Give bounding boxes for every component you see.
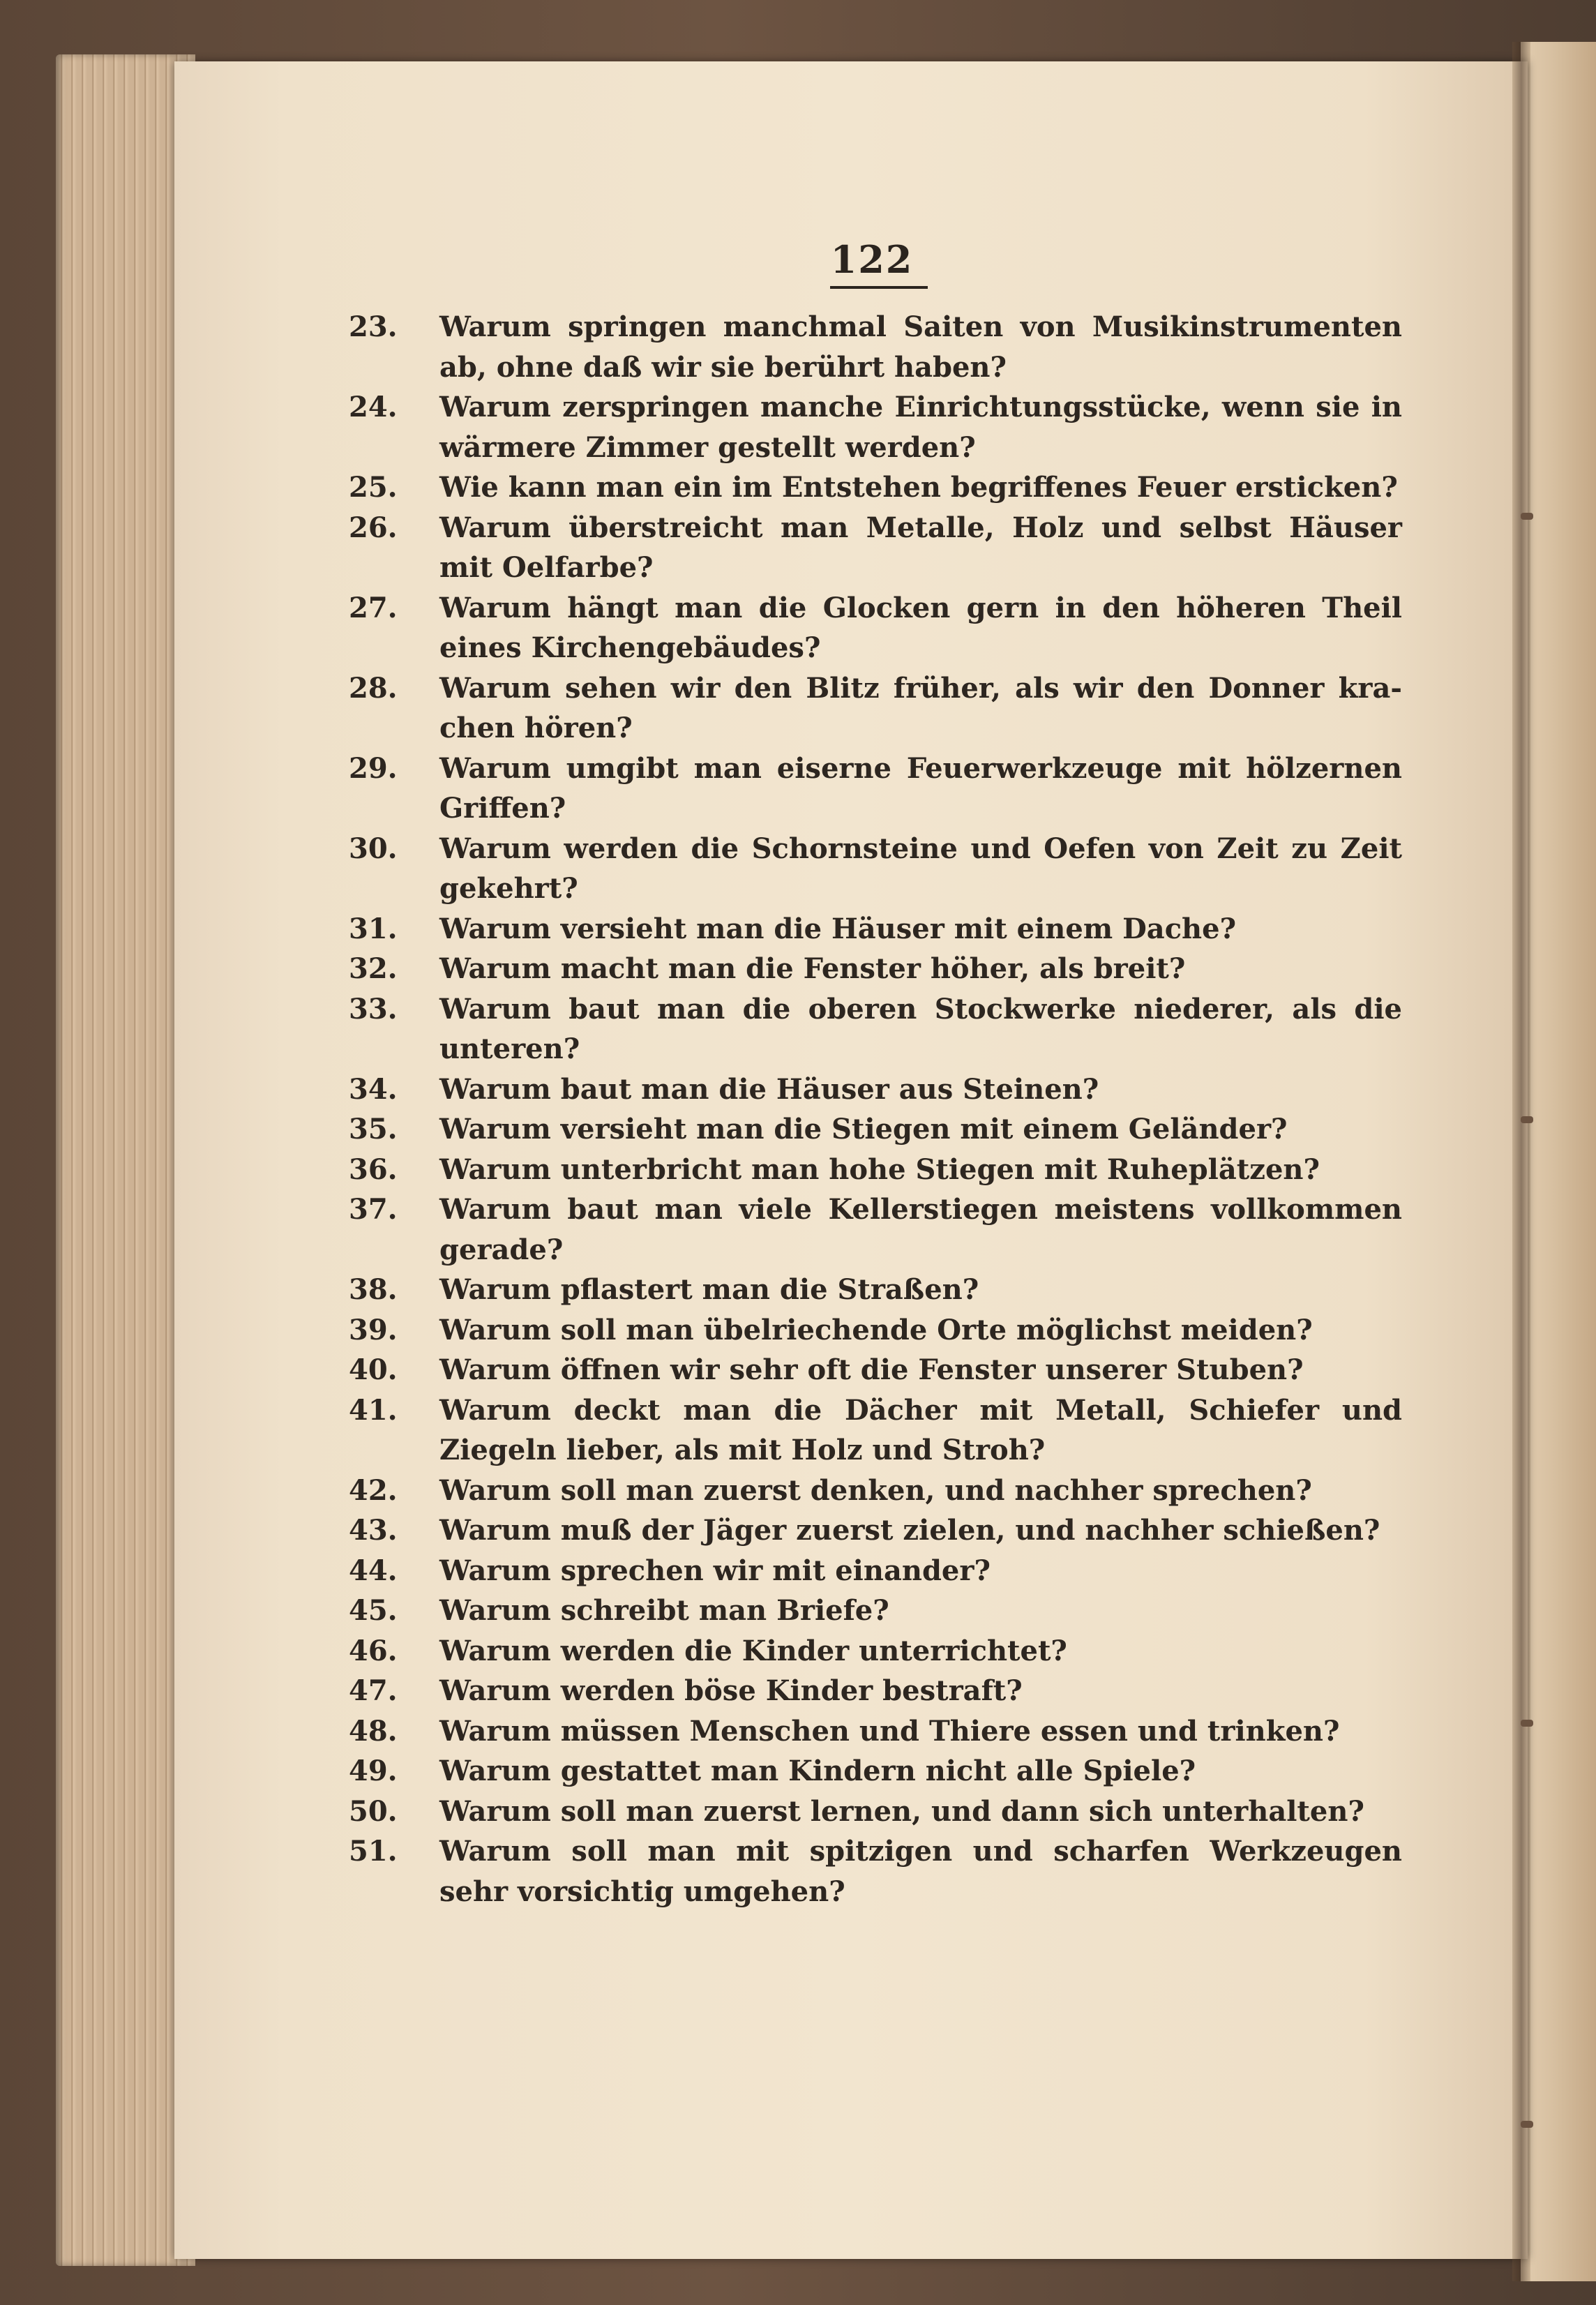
binding-stitch bbox=[1521, 1720, 1533, 1727]
question-number: 24. bbox=[349, 391, 398, 423]
binding-stitch bbox=[1521, 513, 1533, 520]
question-text: Warum unterbricht man hohe Stiegen mit Ruheplätzen? bbox=[439, 1152, 1320, 1186]
question-text: Warum muß der Jäger zuerst zielen, und nachher schießen? bbox=[439, 1514, 1380, 1547]
question-number: 29. bbox=[349, 751, 398, 785]
question-item bbox=[349, 307, 1402, 387]
question-text: Warum sehen wir den Blitz früher, als wir den Donner kra-chen hören? bbox=[439, 671, 1402, 744]
question-list bbox=[349, 307, 1402, 1912]
question-number: 37. bbox=[349, 1193, 398, 1226]
question-number: 27. bbox=[349, 591, 398, 624]
page-number: 122 bbox=[830, 237, 914, 282]
question-item bbox=[349, 668, 1402, 749]
question-item bbox=[349, 1631, 1402, 1672]
question-text: Warum öffnen wir sehr oft die Fenster unserer Stuben? bbox=[439, 1353, 1304, 1386]
question-number: 42. bbox=[349, 1473, 398, 1507]
question-text: Warum zerspringen manche Einrichtungsstücke, wenn sie in wärmere Zimmer gestellt werden? bbox=[439, 391, 1402, 464]
question-number: 49. bbox=[349, 1755, 398, 1787]
question-item bbox=[349, 1591, 1402, 1631]
question-number: 34. bbox=[349, 1072, 398, 1106]
question-item bbox=[349, 1109, 1402, 1150]
question-text: Warum baut man viele Kellerstiegen meistens vollkommen gerade? bbox=[439, 1193, 1402, 1266]
question-text: Warum macht man die Fenster höher, als breit? bbox=[439, 952, 1186, 985]
question-number: 41. bbox=[349, 1393, 398, 1427]
question-item bbox=[349, 989, 1402, 1069]
question-number: 30. bbox=[349, 832, 398, 865]
question-item bbox=[349, 949, 1402, 989]
question-item bbox=[349, 508, 1402, 588]
question-item bbox=[349, 829, 1402, 909]
question-item bbox=[349, 1711, 1402, 1752]
question-item bbox=[349, 1150, 1402, 1190]
question-number: 51. bbox=[349, 1835, 398, 1868]
question-number: 31. bbox=[349, 912, 398, 945]
question-item bbox=[349, 1671, 1402, 1711]
question-number: 38. bbox=[349, 1273, 398, 1306]
question-text: Warum soll man zuerst denken, und nachher sprechen? bbox=[439, 1473, 1312, 1507]
question-item bbox=[349, 1510, 1402, 1551]
question-text: Warum gestattet man Kindern nicht alle Spiele? bbox=[439, 1755, 1196, 1787]
question-item bbox=[349, 1270, 1402, 1310]
question-text: Warum versieht man die Stiegen mit einem Geländer? bbox=[439, 1113, 1288, 1146]
question-text: Warum werden die Schornsteine und Oefen von Zeit zu Zeit gekehrt? bbox=[439, 832, 1402, 905]
question-item bbox=[349, 1471, 1402, 1511]
question-text: Warum pflastert man die Straßen? bbox=[439, 1273, 979, 1306]
question-item bbox=[349, 1069, 1402, 1110]
question-item bbox=[349, 1831, 1402, 1912]
question-text: Warum werden böse Kinder bestraft? bbox=[439, 1674, 1023, 1707]
question-text: Warum schreibt man Briefe? bbox=[439, 1594, 889, 1627]
question-item bbox=[349, 1792, 1402, 1832]
question-number: 50. bbox=[349, 1794, 398, 1828]
question-item bbox=[349, 909, 1402, 949]
question-number: 39. bbox=[349, 1313, 398, 1346]
question-item bbox=[349, 467, 1402, 508]
question-number: 25. bbox=[349, 471, 398, 504]
question-text: Warum umgibt man eiserne Feuerwerkzeuge mit hölzernen Griffen? bbox=[439, 751, 1402, 825]
facing-page bbox=[1521, 42, 1596, 2281]
binding-stitch bbox=[1521, 1116, 1533, 1123]
question-item bbox=[349, 387, 1402, 467]
question-number: 33. bbox=[349, 992, 398, 1026]
question-item bbox=[349, 1310, 1402, 1351]
question-text: Warum überstreicht man Metalle, Holz und selbst Häuser mit Oelfarbe? bbox=[439, 511, 1402, 584]
question-number: 43. bbox=[349, 1514, 398, 1547]
question-text: Warum müssen Menschen und Thiere essen und trinken? bbox=[439, 1714, 1340, 1748]
question-text: Warum versieht man die Häuser mit einem Dache? bbox=[439, 912, 1237, 945]
question-item bbox=[349, 1551, 1402, 1591]
question-number: 23. bbox=[349, 310, 398, 343]
question-text: Warum baut man die Häuser aus Steinen? bbox=[439, 1072, 1099, 1106]
question-text: Warum werden die Kinder unterrichtet? bbox=[439, 1634, 1067, 1667]
question-number: 47. bbox=[349, 1674, 398, 1707]
question-number: 44. bbox=[349, 1554, 398, 1587]
book-gutter bbox=[1512, 42, 1530, 2281]
question-number: 36. bbox=[349, 1152, 398, 1186]
question-number: 28. bbox=[349, 671, 398, 705]
question-number: 35. bbox=[349, 1113, 398, 1146]
question-item bbox=[349, 588, 1402, 668]
question-text: Warum hängt man die Glocken gern in den höheren Theil eines Kirchengebäudes? bbox=[439, 591, 1402, 664]
question-number: 40. bbox=[349, 1353, 398, 1386]
question-item bbox=[349, 749, 1402, 829]
question-text: Warum baut man die oberen Stockwerke niederer, als die unteren? bbox=[439, 992, 1402, 1065]
question-text: Warum deckt man die Dächer mit Metall, Schiefer und Ziegeln lieber, als mit Holz und Stroh? bbox=[439, 1393, 1402, 1466]
question-number: 46. bbox=[349, 1634, 398, 1667]
question-number: 26. bbox=[349, 511, 398, 544]
question-number: 48. bbox=[349, 1714, 398, 1748]
question-item bbox=[349, 1350, 1402, 1390]
question-text: Warum soll man mit spitzigen und scharfen Werkzeugen sehr vorsichtig umgehen? bbox=[439, 1835, 1402, 1908]
question-item bbox=[349, 1390, 1402, 1471]
question-number: 45. bbox=[349, 1594, 398, 1627]
question-number: 32. bbox=[349, 952, 398, 985]
binding-stitch bbox=[1521, 2121, 1533, 2128]
question-item bbox=[349, 1189, 1402, 1270]
question-text: Warum springen manchmal Saiten von Musikinstrumenten ab, ohne daß wir sie berührt haben? bbox=[439, 310, 1402, 384]
question-text: Warum soll man zuerst lernen, und dann sich unterhalten? bbox=[439, 1794, 1364, 1828]
question-item bbox=[349, 1751, 1402, 1792]
question-text: Warum sprechen wir mit einander? bbox=[439, 1554, 991, 1587]
question-text: Wie kann man ein im Entstehen begriffenes Feuer ersticken? bbox=[439, 471, 1398, 504]
question-text: Warum soll man übelriechende Orte möglichst meiden? bbox=[439, 1313, 1313, 1346]
page-number-underline bbox=[830, 286, 928, 289]
